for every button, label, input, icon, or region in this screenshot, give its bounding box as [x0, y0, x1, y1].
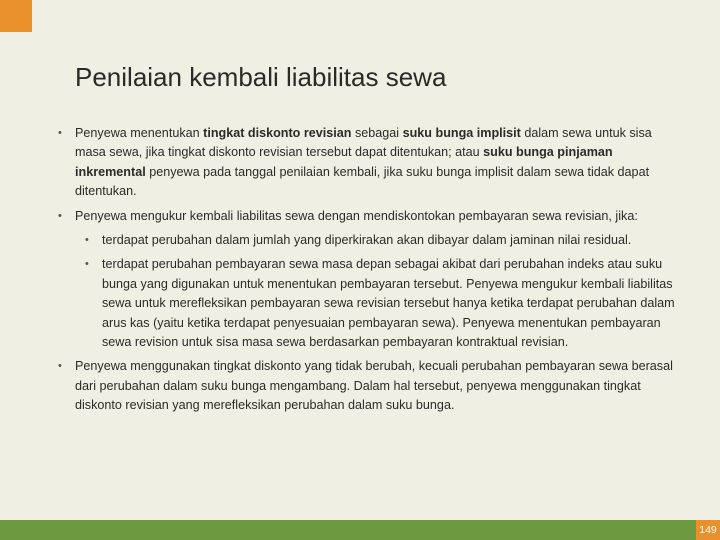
bullet-icon: • — [85, 234, 89, 247]
bold-term: suku bunga implisit — [402, 126, 521, 140]
bullet-icon: • — [58, 360, 62, 373]
bullet-icon: • — [58, 127, 62, 139]
bullet-list — [58, 124, 678, 421]
sub-bullet-residual-value — [85, 231, 678, 250]
page-number: 149 — [696, 520, 720, 540]
bullet-text: terdapat perubahan pembayaran sewa masa depan sebagai akibat dari perubahan indeks atau suku bunga yang digunakan untuk menentukan pembayaran tersebut. Penyewa mengukur kembali liabilitas sewa untuk merefleksikan pembayaran sewa revisian tersebut hanya ketika terdapat perubahan dalam arus kas (yaitu ketika terdapat penyesuaian pembayaran sewa). Penyewa menentukan pembayaran sewa revision untuk sisa masa sewa berdasarkan pembayaran kontraktual revisian. — [102, 257, 675, 350]
bold-term: suku bunga pinjaman inkremental — [75, 145, 613, 179]
bullet-text: Penyewa mengukur kembali liabilitas sewa dengan mendiskontokan pembayaran sewa revisian, jika: — [75, 208, 638, 223]
bullet-item-revised-discount-rate — [58, 124, 678, 202]
slide-title: Penilaian kembali liabilitas sewa — [75, 62, 447, 92]
corner-accent — [0, 0, 32, 32]
footer-bar — [0, 520, 720, 540]
bullet-icon: • — [85, 258, 89, 271]
bullet-text: Penyewa menentukan tingkat diskonto revisian sebagai suku bunga implisit dalam sewa untuk sisa masa sewa, jika tingkat diskonto revisian tersebut dapat ditentukan; atau suku bunga pinjaman inkremental penyewa pada tanggal penilaian kembali, jika suku bunga implisit dalam sewa tidak dapat ditentukan. — [75, 126, 652, 199]
bullet-text: Penyewa menggunakan tingkat diskonto yang tidak berubah, kecuali perubahan pembayaran sewa berasal dari perubahan dalam suku bunga mengambang. Dalam hal tersebut, penyewa menggunakan tingkat diskonto revisian yang merefleksikan perubahan dalam suku bunga. — [75, 359, 673, 413]
bullet-item-unchanged-discount-rate — [58, 357, 678, 415]
bullet-text: terdapat perubahan dalam jumlah yang diperkirakan akan dibayar dalam jaminan nilai residual. — [102, 233, 632, 248]
sub-bullet-index-rate-change — [85, 255, 678, 352]
bullet-item-remeasure — [58, 207, 678, 226]
bold-term: tingkat diskonto revisian — [203, 126, 352, 140]
bullet-icon: • — [58, 209, 62, 222]
